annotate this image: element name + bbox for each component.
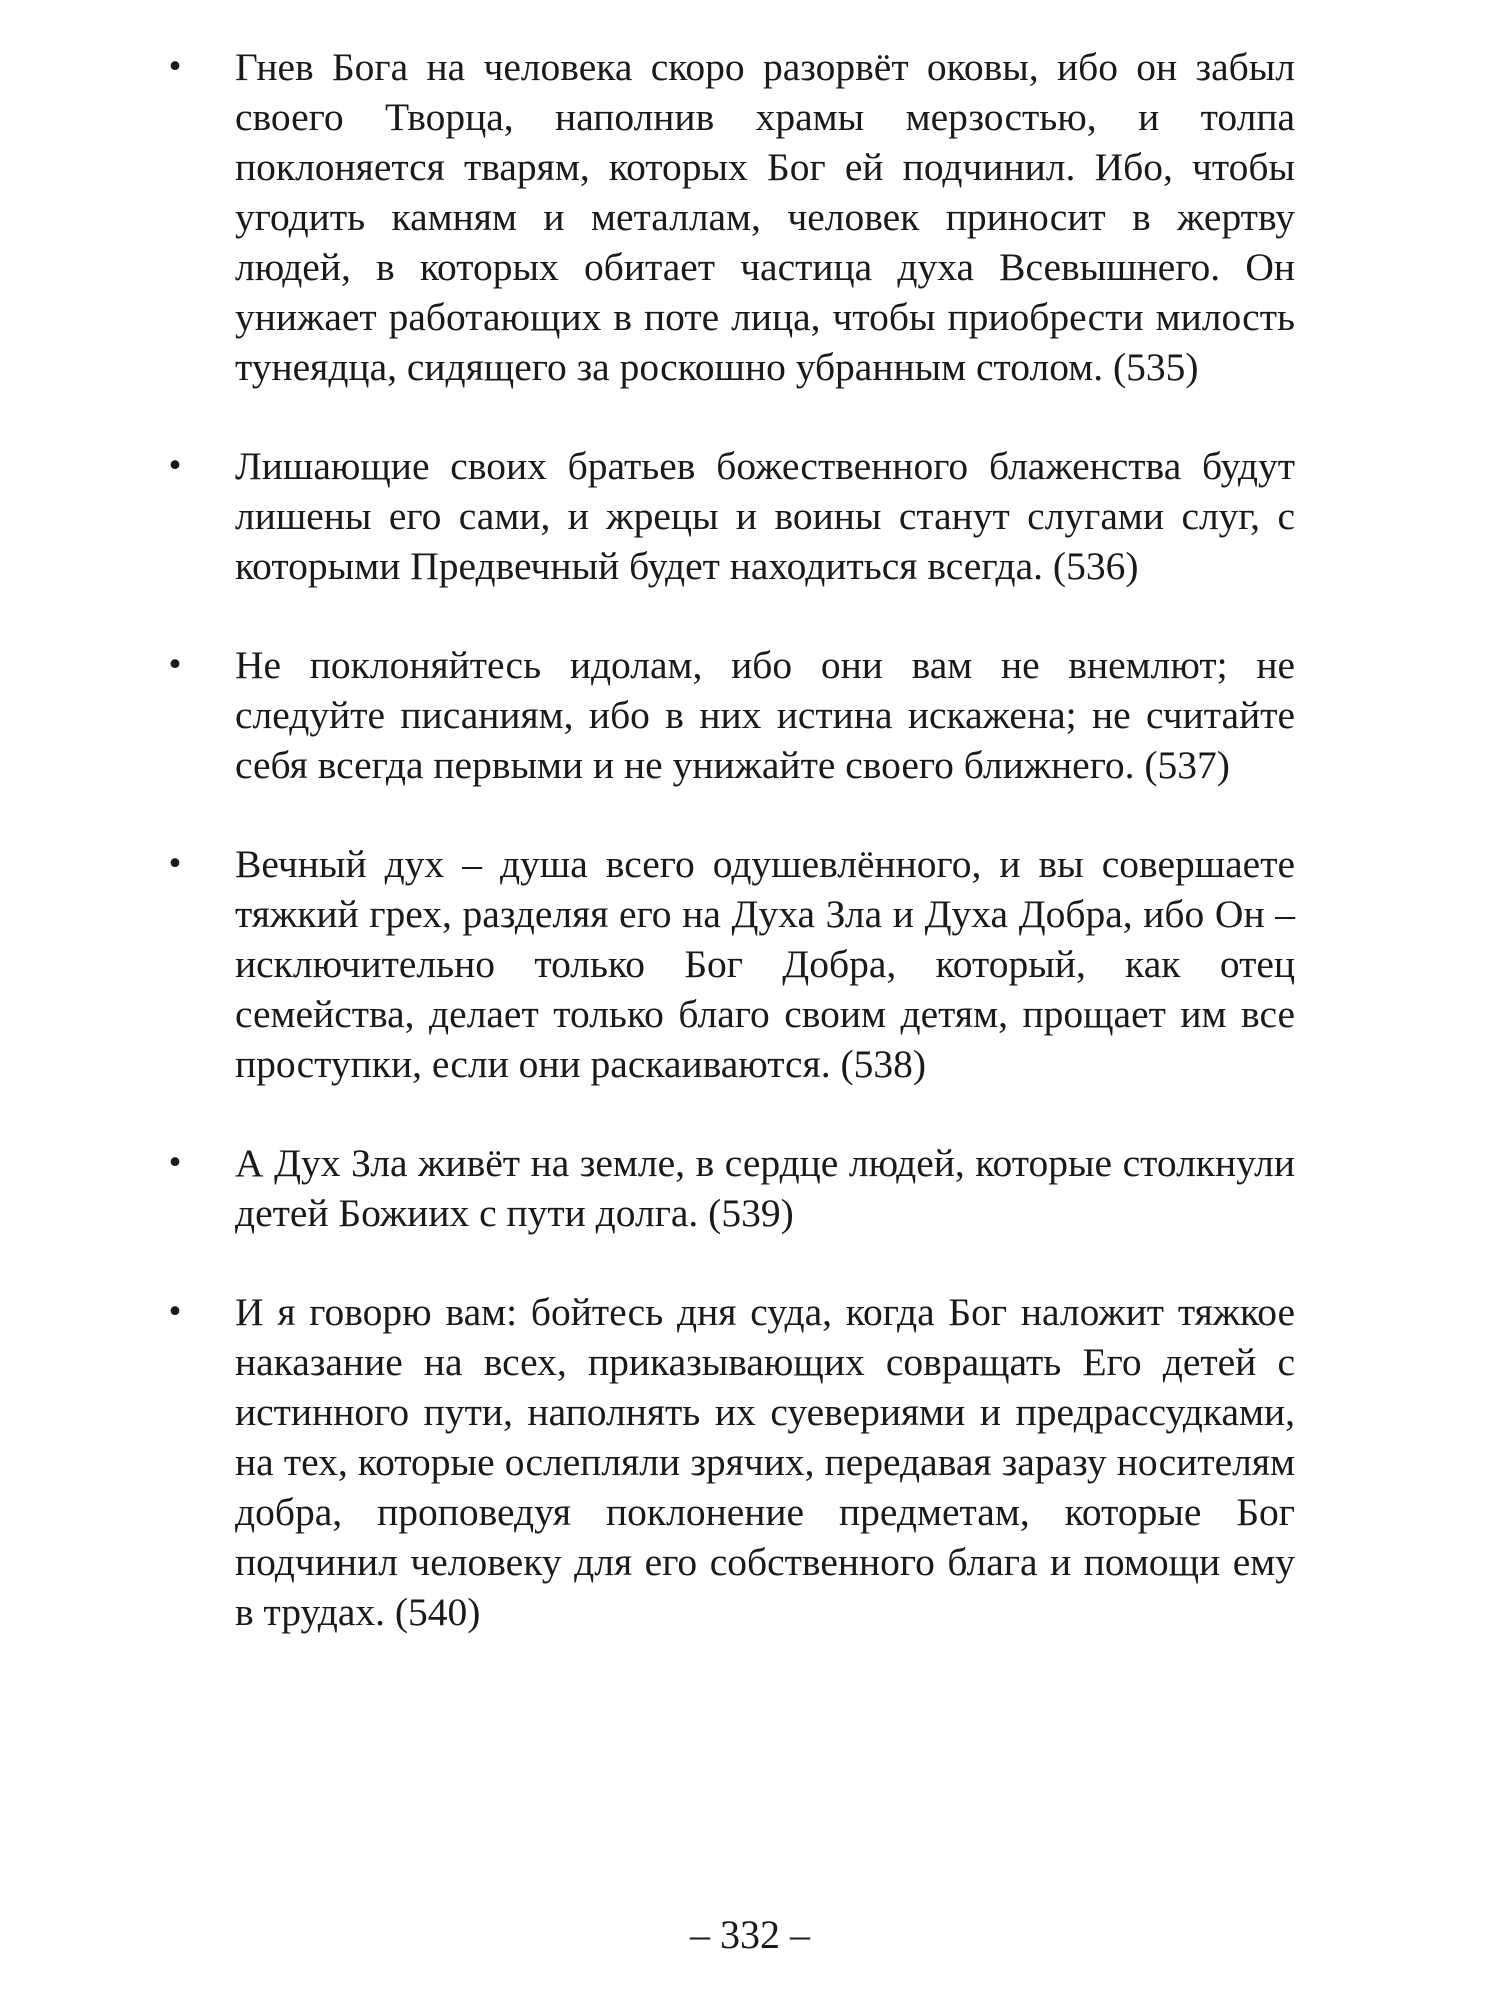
bullet-marker: • xyxy=(168,843,182,884)
paragraph-537: Не поклоняйтесь идолам, ибо они вам не внемлют; не следуйте писаниям, ибо в них истина искажена; не считайте себя всегда первыми и не унижайте своего ближнего. (537) xyxy=(235,643,1295,787)
list-item xyxy=(0,1138,1500,1238)
paragraph-540: И я говорю вам: бойтесь дня суда, когда Бог наложит тяжкое наказание на всех, приказывающих совращать Его детей с истинного пути, наполнять их суевериями и предрассудками, на тех, которые ослепляли зрячих, передавая заразу носителям добра, проповедуя поклонение предметам, которые Бог подчинил человеку для его собственного блага и помощи ему в трудах. (540) xyxy=(235,1290,1295,1634)
page-number: – 332 – xyxy=(690,1912,810,1957)
list-item xyxy=(0,839,1500,1089)
bullet-marker: • xyxy=(168,1291,182,1332)
list-item xyxy=(0,441,1500,591)
list-item xyxy=(0,1287,1500,1637)
paragraph-536: Лишающие своих братьев божественного блаженства будут лишены его сами, и жрецы и воины станут слугами слуг, с которыми Предвечный будет находиться всегда. (536) xyxy=(235,444,1295,588)
bullet-marker: • xyxy=(168,445,182,486)
bullet-marker: • xyxy=(168,46,182,87)
bullet-marker: • xyxy=(168,644,182,685)
bullet-marker: • xyxy=(168,1142,182,1183)
list-item xyxy=(0,640,1500,790)
bullet-list xyxy=(0,42,1500,1686)
list-item xyxy=(0,42,1500,392)
paragraph-535: Гнев Бога на человека скоро разорвёт оковы, ибо он забыл своего Творца, наполнив храмы мерзостью, и толпа поклоняется тварям, которых Бог ей подчинил. Ибо, чтобы угодить камням и металлам, человек приносит в жертву людей, в которых обитает частица духа Всевышнего. Он унижает работающих в поте лица, чтобы приобрести милость тунеядца, сидящего за роскошно убранным столом. (535) xyxy=(235,45,1295,389)
paragraph-538: Вечный дух – душа всего одушевлённого, и вы совершаете тяжкий грех, разделяя его на Духа Зла и Духа Добра, ибо Он – исключительно только Бог Добра, который, как отец семейства, делает только благо своим детям, прощает им все проступки, если они раскаиваются. (538) xyxy=(235,842,1295,1086)
paragraph-539: А Дух Зла живёт на земле, в сердце людей, которые столкнули детей Божиих с пути долга. (539) xyxy=(235,1141,1295,1235)
